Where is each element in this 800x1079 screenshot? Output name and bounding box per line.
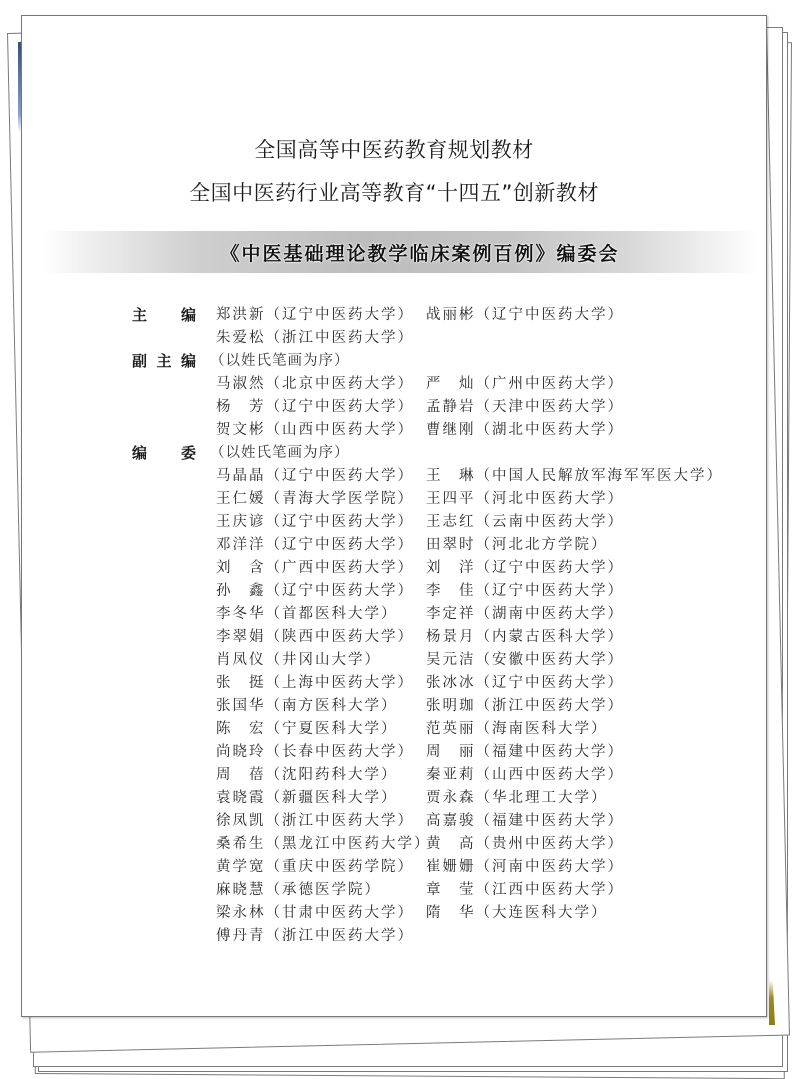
role-char: 主 [156,352,172,370]
member-entry: 张 挺（上海中医药大学） [216,675,414,691]
member-entry: 郑洪新（辽宁中医药大学） [216,307,414,323]
member-entry: 傅丹青（浙江中医药大学） [216,928,414,944]
member-entry: 梁永林（甘肃中医药大学） [216,905,414,921]
member-entry: 范英丽（海南医科大学） [426,721,608,737]
member-entry: 马晶晶（辽宁中医药大学） [216,468,414,484]
member-entry: 田翠时（河北北方学院） [426,537,608,553]
member-entry: 王庆谚（辽宁中医药大学） [216,514,414,530]
member-entry: 陈 宏（宁夏医科大学） [216,721,398,737]
member-entry: 李定祥（湖南中医药大学） [426,606,624,622]
member-entry: 马淑然（北京中医药大学） [216,376,414,392]
series-title-line2: 全国中医药行业高等教育“十四五”创新教材 [189,181,599,205]
member-entry: 王 琳（中国人民解放军海军军医大学） [426,468,723,484]
document-page [21,15,767,1017]
member-entry: 杨景月（内蒙古医科大学） [426,629,624,645]
member-entry: 贾永森（华北理工大学） [426,790,608,806]
ordering-note: （以姓氏笔画为序） [210,445,350,461]
member-entry: 崔姗姗（河南中医药大学） [426,859,624,875]
member-entry: 张国华（南方医科大学） [216,698,398,714]
role-char: 主 [132,306,148,324]
member-entry: 李翠娟（陕西中医药大学） [216,629,414,645]
member-entry: 袁晓霞（新疆医科大学） [216,790,398,806]
member-entry: 徐凤凯（浙江中医药大学） [216,813,414,829]
member-entry: 刘 洋（辽宁中医药大学） [426,560,624,576]
role-char: 编 [132,444,148,462]
role-char: 编 [180,352,196,370]
member-entry: 杨 芳（辽宁中医药大学） [216,399,414,415]
member-entry: 王仁媛（青海大学医学院） [216,491,414,507]
member-entry: 桑希生（黑龙江中医药大学） [216,836,431,852]
member-entry: 隋 华（大连医科大学） [426,905,608,921]
member-entry: 黄 高（贵州中医药大学） [426,836,624,852]
member-entry: 严 灿（广州中医药大学） [426,376,624,392]
member-entry: 高嘉骏（福建中医药大学） [426,813,624,829]
member-entry: 王志红（云南中医药大学） [426,514,624,530]
role-label-deputy-editor [132,350,196,373]
member-entry: 王四平（河北中医药大学） [426,491,624,507]
member-entry: 孙 鑫（辽宁中医药大学） [216,583,414,599]
editorial-committee-title: 《中医基础理论教学临床案例百例》编委会 [220,242,620,265]
member-entry: 孟静岩（天津中医药大学） [426,399,624,415]
member-entry: 李 佳（辽宁中医药大学） [426,583,624,599]
member-entry: 黄学宽（重庆中医药学院） [216,859,414,875]
title-banner [40,231,760,273]
member-entry: 尚晓玲（长春中医药大学） [216,744,414,760]
member-entry: 吴元洁（安徽中医药大学） [426,652,624,668]
member-entry: 麻晓慧（承德医学院） [216,882,381,898]
member-entry: 张冰冰（辽宁中医药大学） [426,675,624,691]
member-entry: 李冬华（首都医科大学） [216,606,398,622]
role-label-editorial-board [132,442,196,465]
member-entry: 肖凤仪（井冈山大学） [216,652,381,668]
series-title-line1: 全国高等中医药教育规划教材 [254,138,534,162]
member-entry: 张明珈（浙江中医药大学） [426,698,624,714]
role-char: 委 [180,444,196,462]
member-entry: 周 丽（福建中医药大学） [426,744,624,760]
ordering-note: （以姓氏笔画为序） [210,353,350,369]
member-entry: 章 莹（江西中医药大学） [426,882,624,898]
member-entry: 刘 含（广西中医药大学） [216,560,414,576]
member-entry: 朱爱松（浙江中医药大学） [216,330,414,346]
member-entry: 周 蓓（沈阳药科大学） [216,767,398,783]
role-char: 副 [132,352,148,370]
member-entry: 秦亚莉（山西中医药大学） [426,767,624,783]
member-entry: 战丽彬（辽宁中医药大学） [426,307,624,323]
member-entry: 曹继刚（湖北中医药大学） [426,422,624,438]
role-label-chief-editor [132,304,196,327]
role-char: 编 [180,306,196,324]
member-entry: 贺文彬（山西中医药大学） [216,422,414,438]
member-entry: 邓洋洋（辽宁中医药大学） [216,537,414,553]
